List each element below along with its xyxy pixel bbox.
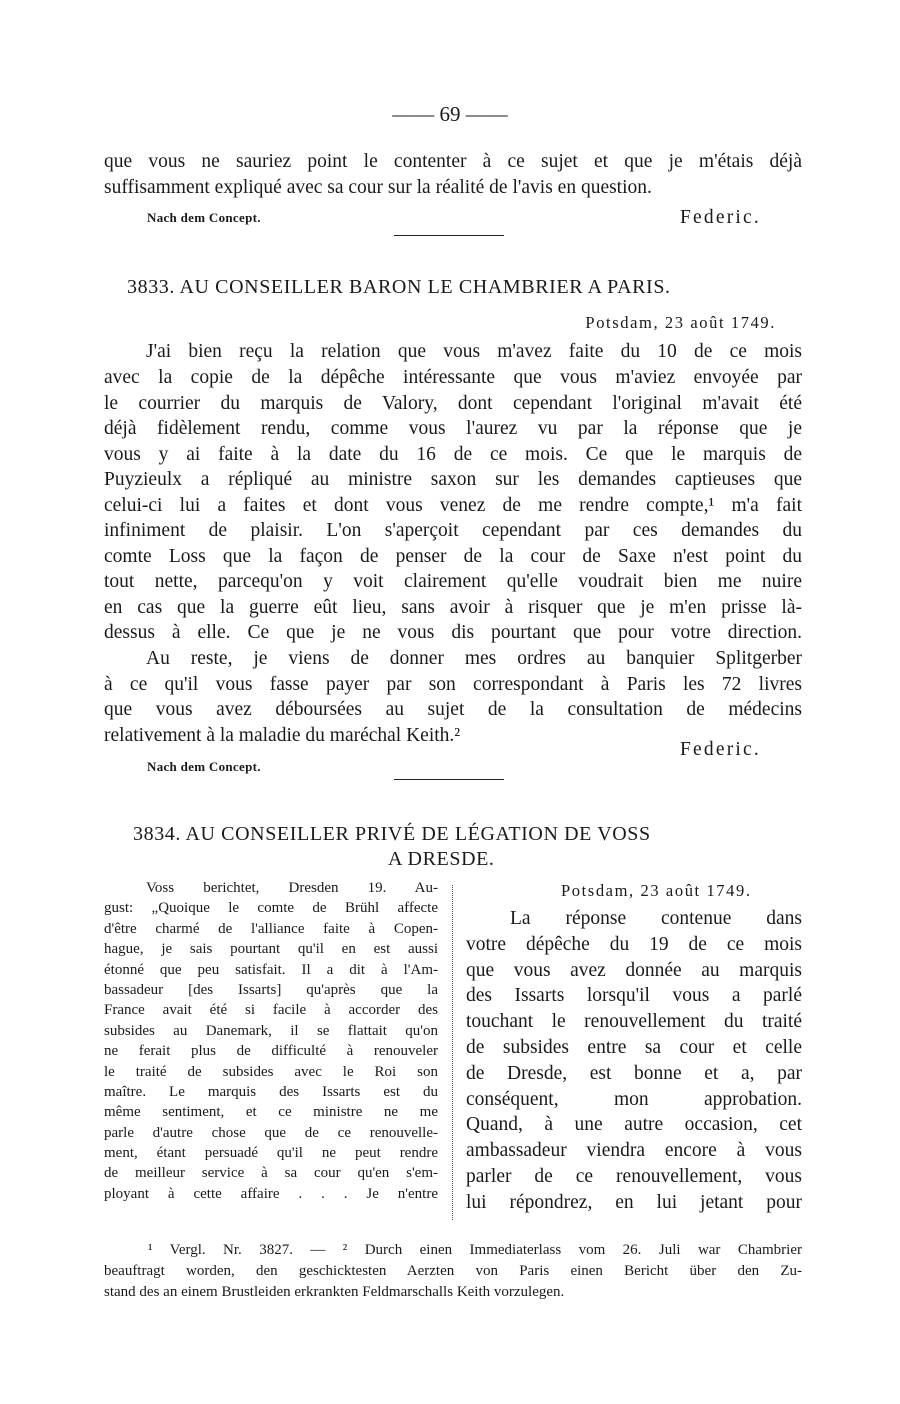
column-divider: [452, 885, 453, 1220]
dateline: Potsdam, 23 août 1749.: [561, 881, 752, 900]
signature: Federic.: [680, 739, 761, 760]
letter-heading: 3834. AU CONSEILLER PRIVÉ DE LÉGATION DE VOSS: [133, 823, 651, 845]
signature: Federic.: [680, 207, 761, 228]
page-number: —— 69 ——: [392, 102, 508, 126]
body-line: suffisamment expliqué avec sa cour sur la réalité de l'avis en question.: [104, 177, 652, 198]
section-divider: [394, 235, 504, 236]
source-note: Nach dem Concept.: [147, 210, 261, 225]
section-divider: [394, 779, 504, 780]
source-note: Nach dem Concept.: [147, 759, 261, 774]
letter-heading-line2: A DRESDE.: [388, 848, 495, 870]
letter-body-right: La réponse contenue dans votre dépêche du 19 de ce mois que vous avez donnée au marquis des Issarts lorsqu'il vous a parlé touchant le renouvellement du traité de subsides entre sa cour et celle de Dresde, est bonne et a, par conséquent, mon approbation. Quand, à une autre occasion, cet ambassadeur viendra encore à vous parler de ce renouvellement, vous lui répondrez, en lui jetant pour: [466, 908, 802, 1213]
letter-heading: 3833. AU CONSEILLER BARON LE CHAMBRIER A PARIS.: [127, 276, 671, 298]
dateline: Potsdam, 23 août 1749.: [585, 313, 776, 332]
footnotes: ¹ Vergl. Nr. 3827. — ² Durch einen Immediaterlass vom 26. Juli war Chambrier beauftragt worden, den geschicktesten Aerzten von Paris einen Bericht über den Zu- stand des an einem Brustleiden erkrankten Feldmarschalls Keith vorzulegen.: [104, 1242, 802, 1300]
body-line: que vous ne sauriez point le contenter à ce sujet et que je m'étais déjà: [104, 151, 802, 172]
report-summary: Voss berichtet, Dresden 19. Au- gust: „Quoique le comte de Brühl affecte d'être charmé de l'alliance faite à Copen- hague, je sais pourtant qu'il en est aussi étonné que peu satisfait. Il a dit à l'Am- bassadeur [des Issarts] qu'après que la France avait été si facile à accorder des subsides au Danemark, il se flattait qu'on ne ferait plus de difficulté à renouveler le traité de subsides avec le Roi son maître. Le marquis des Issarts est du même sentiment, et ce ministre ne me parle d'autre chose que de ce renouvelle- ment, étant persuadé qu'il ne peut rendre de meilleur service à sa cour qu'en s'em- ployant à cette affaire . . . Je n'entre: [104, 880, 438, 1202]
